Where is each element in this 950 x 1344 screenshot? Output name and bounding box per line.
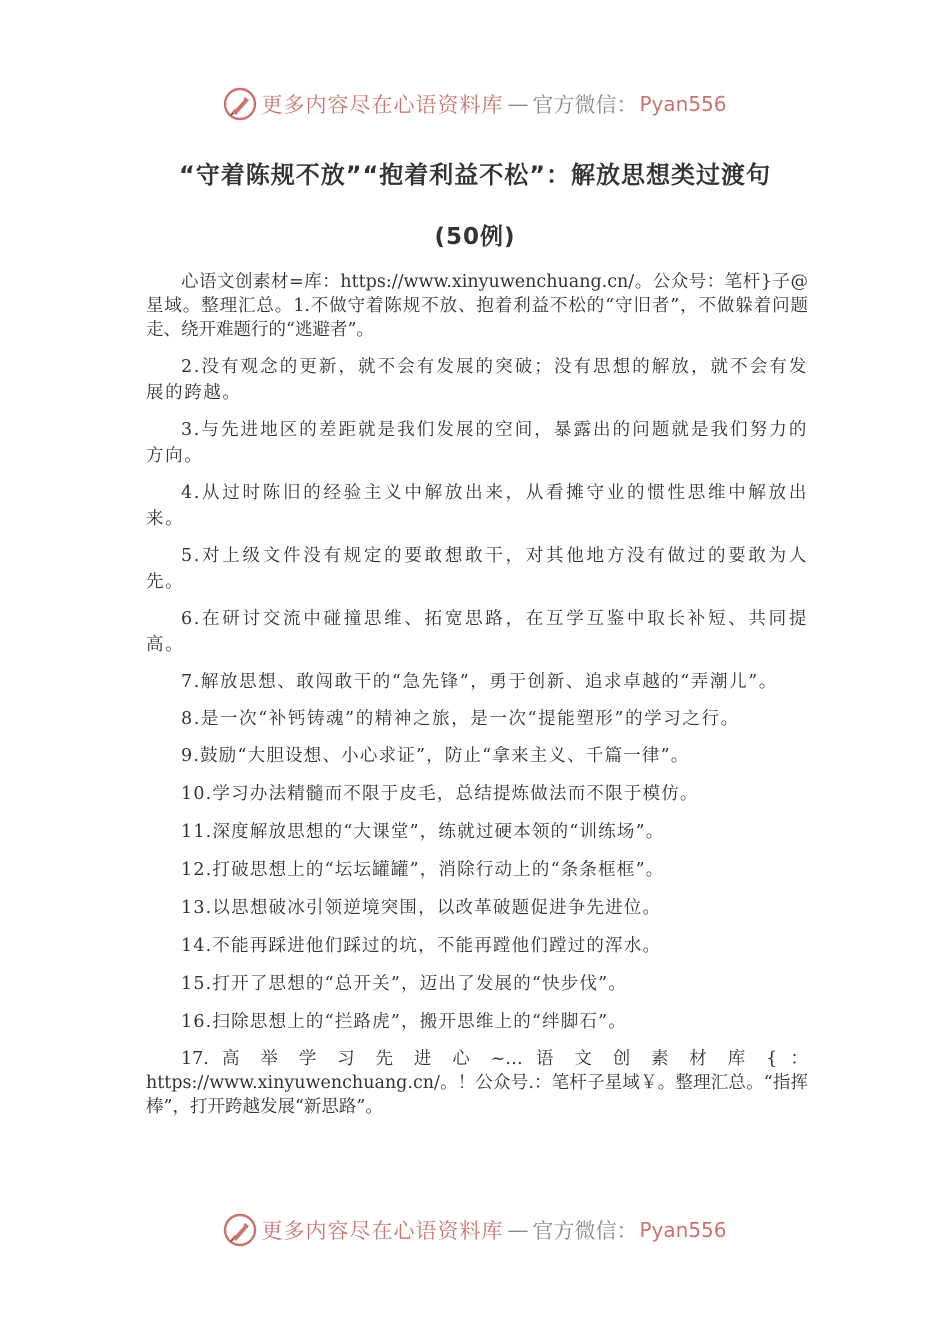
paragraph-item: 5.对上级文件没有规定的要敢想敢干，对其他地方没有做过的要敢为人先。 <box>146 546 808 592</box>
banner-official-label: 官方微信： <box>532 93 638 117</box>
paragraph-item: 8.是一次“补钙铸魂”的精神之旅，是一次“提能塑形”的学习之行。 <box>181 709 740 729</box>
header-banner <box>0 84 950 124</box>
document-subtitle: (50例) <box>434 224 516 250</box>
paragraph-item: 13.以思想破冰引领逆境突围，以改革破题促进争先进位。 <box>181 898 662 918</box>
paragraph-item: 7.解放思想、敢闯敢干的“急先锋”，勇于创新、追求卓越的“弄潮儿”。 <box>181 672 778 692</box>
paragraph-item: 16.扫除思想上的“拦路虎”，搬开思维上的“绊脚石”。 <box>181 1012 628 1032</box>
banner-separator: — <box>507 92 529 116</box>
footer-banner <box>0 1210 950 1250</box>
banner-text: 更多内容尽在心语资料库 <box>261 1219 504 1243</box>
paragraph-intro: 心语文创素材=库：https://www.xinyuwenchuang.cn/。公众号：笔杆}子@星域。整理汇总。1.不做守着陈规不放、抱着利益不松的“守旧者”，不做躲着问题走、绕开难题行的“逃避者”。 <box>146 272 808 340</box>
paragraph-item: 2.没有观念的更新，就不会有发展的突破；没有思想的解放，就不会有发展的跨越。 <box>146 357 808 403</box>
paragraph-item: 9.鼓励“大胆设想、小心求证”，防止“拿来主义、千篇一律”。 <box>181 746 690 766</box>
paragraph-item: 12.打破思想上的“坛坛罐罐”，消除行动上的“条条框框”。 <box>181 860 665 880</box>
banner-separator: — <box>507 1218 529 1242</box>
paragraph-item: 11.深度解放思想的“大课堂”，练就过硬本领的“训练场”。 <box>181 822 665 842</box>
paragraph-item: 4.从过时陈旧的经验主义中解放出来，从看摊守业的惯性思维中解放出来。 <box>146 483 808 529</box>
paragraph-item: 15.打开了思想的“总开关”，迈出了发展的“快步伐”。 <box>181 974 628 994</box>
paragraph-item: 14.不能再踩进他们踩过的坑，不能再蹚他们蹚过的浑水。 <box>181 936 662 956</box>
paragraph-item: 3.与先进地区的差距就是我们发展的空间，暴露出的问题就是我们努力的方向。 <box>146 420 808 466</box>
banner-text: 更多内容尽在心语资料库 <box>261 93 504 117</box>
banner-wechat-id: Pyan556 <box>639 92 727 116</box>
document-body <box>146 270 808 1130</box>
paragraph-item: 6.在研讨交流中碰撞思维、拓宽思路，在互学互鉴中取长补短、共同提高。 <box>146 609 808 655</box>
document-title: “守着陈规不放”“抱着利益不松”：解放思想类过渡句 <box>178 161 772 189</box>
paragraph-item: 10.学习办法精髓而不限于皮毛，总结提炼做法而不限于模仿。 <box>181 784 699 804</box>
pen-nib-logo-icon <box>223 87 257 121</box>
paragraph-item: 17. 高 举 学 习 先 进 心 ~… 语 文 创 素 材 库 { ： https://www.xinyuwenchuang.cn/。！公众号.：笔杆子星域￥。整理汇总。“指挥棒”，打开跨越发展“新思路”。 <box>146 1049 808 1117</box>
banner-wechat-id: Pyan556 <box>639 1218 727 1242</box>
pen-nib-logo-icon <box>223 1213 257 1247</box>
banner-official-label: 官方微信： <box>532 1219 638 1243</box>
